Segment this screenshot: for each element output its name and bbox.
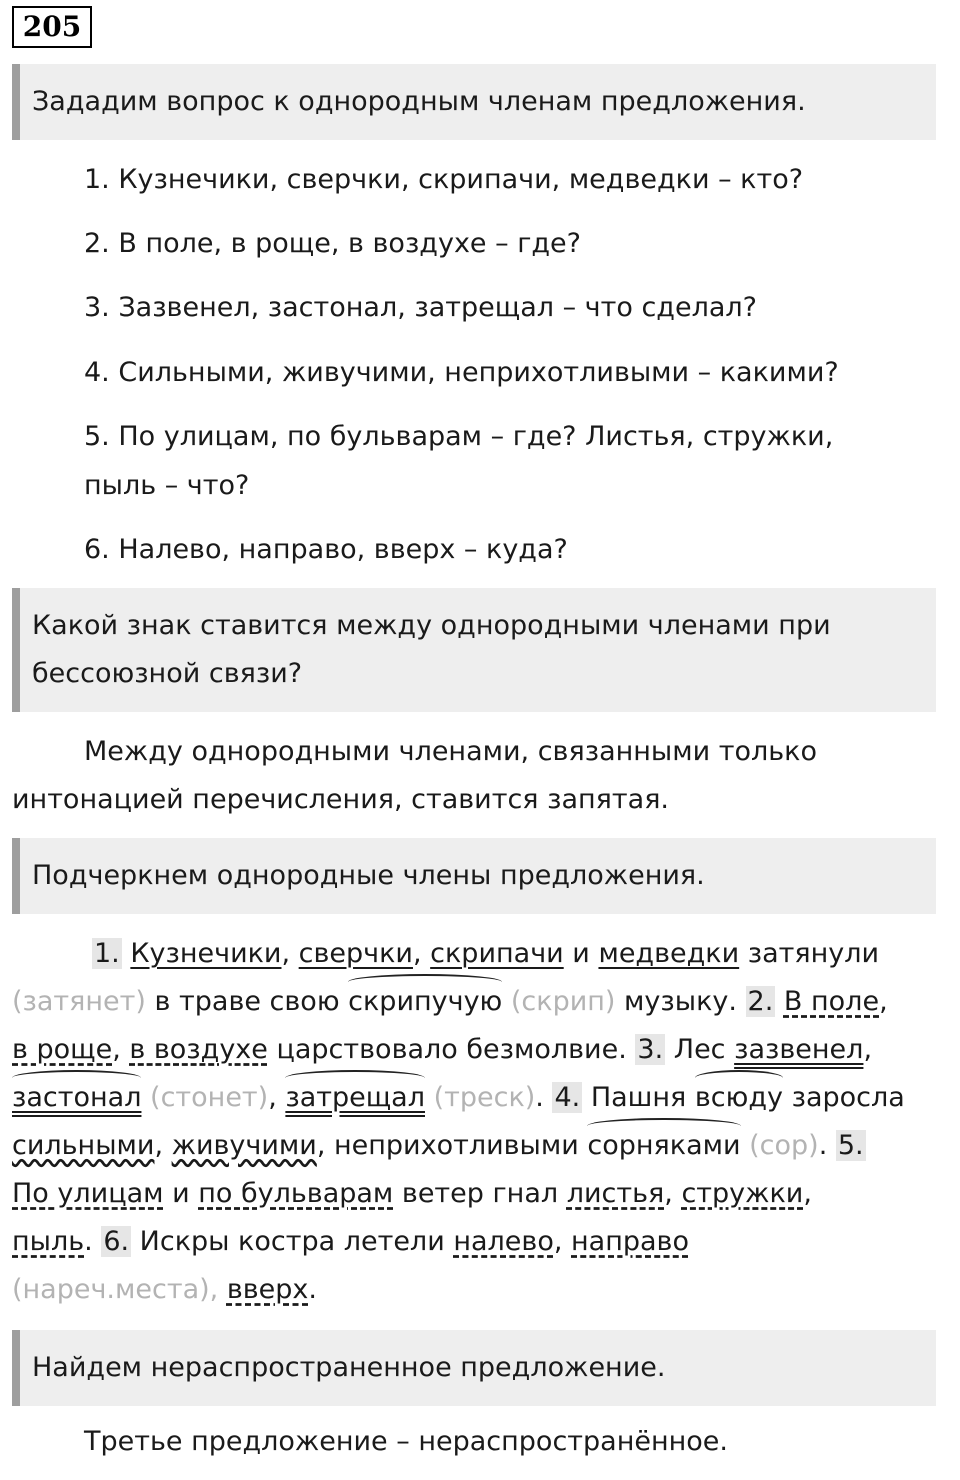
sentence-number: 4.	[554, 1082, 581, 1113]
answer-2-line: интонацией перечисления, ставится запятая.	[12, 784, 670, 815]
sentence-number: 6.	[103, 1226, 130, 1257]
homogeneous-predicate: зазвенел	[734, 1034, 864, 1065]
sentence-number: 5.	[837, 1130, 864, 1161]
text-line: (нареч.места), вверх.	[12, 1274, 317, 1305]
text-line: 1. Кузнечики, сверчки, скрипачи и медведки затянули	[94, 938, 880, 969]
question-2-line: Какой знак ставится между однородными членами при	[32, 610, 831, 641]
homogeneous-subject: скрипачи	[430, 938, 564, 969]
plain-text: Лес	[673, 1034, 726, 1065]
answer-item: пыль – что?	[84, 470, 250, 501]
question-2-line: бессоюзной связи?	[32, 658, 303, 689]
plain-text: Пашня	[590, 1082, 687, 1113]
homogeneous-object: листья	[566, 1178, 665, 1209]
text-line: (затянет) в траве свою скрипучую (скрип) музыку. 2. В поле,	[12, 978, 888, 1026]
answer-item: 3. Зазвенел, застонал, затрещал – что сделал?	[84, 292, 757, 323]
homogeneous-object: стружки	[681, 1178, 804, 1209]
answer-2-line: Между однородными членами, связанными только	[84, 736, 817, 767]
text-line: пыль. 6. Искры костра летели налево, направо	[12, 1226, 689, 1257]
text-line: По улицам и по бульварам ветер гнал листья, стружки,	[12, 1178, 812, 1209]
answer-item: 4. Сильными, живучими, неприхотливыми – какими?	[84, 357, 839, 388]
word-with-root-arc: скрипучую	[348, 978, 502, 1026]
sentence-number: 2.	[747, 986, 774, 1017]
question-3	[12, 838, 936, 914]
plain-text: заросла	[791, 1082, 905, 1113]
question-1-text: Зададим вопрос к однородным членам предложения.	[32, 86, 806, 117]
homogeneous-adverbial: по бульварам	[198, 1178, 394, 1209]
plain-text: царствовало безмолвие.	[276, 1034, 627, 1065]
homogeneous-adverbial: направо	[571, 1226, 689, 1257]
word-with-root-arc: сорняками	[587, 1122, 740, 1170]
homogeneous-attribute: сильными	[12, 1130, 155, 1161]
homogeneous-predicate: затрещал	[285, 1074, 425, 1122]
word-with-stress: затянули	[747, 938, 880, 969]
homogeneous-subject: медведки	[598, 938, 740, 969]
plain-text: музыку.	[624, 986, 737, 1017]
answer-item: 2. В поле, в роще, в воздухе – где?	[84, 228, 581, 259]
homogeneous-subject: сверчки	[298, 938, 413, 969]
word-with-root-arc: всюду	[695, 1074, 783, 1122]
homogeneous-adverbial: в воздухе	[129, 1034, 268, 1065]
plain-text: Искры костра летели	[139, 1226, 445, 1257]
question-4-text: Найдем нераспространенное предложение.	[32, 1352, 666, 1383]
homogeneous-adverbial: В поле	[783, 986, 880, 1017]
question-2	[12, 588, 936, 712]
question-4	[12, 1330, 936, 1406]
check-word: (треск)	[433, 1082, 536, 1113]
homogeneous-adverbial: налево	[453, 1226, 554, 1257]
conjunction: и	[572, 938, 590, 969]
homogeneous-adverbial: в роще	[12, 1034, 113, 1065]
text-line: застонал (стонет), затрещал (треск). 4. Пашня всюду заросла	[12, 1074, 905, 1122]
check-word: (стонет)	[150, 1082, 269, 1113]
check-word: (сор)	[749, 1130, 819, 1161]
homogeneous-attribute: живучими	[171, 1130, 317, 1161]
text-line: сильными, живучими, неприхотливыми сорняками (сор). 5.	[12, 1122, 866, 1170]
exercise-number: 205	[12, 6, 92, 48]
conjunction: и	[172, 1178, 190, 1209]
sentence-number: 3.	[637, 1034, 664, 1065]
homogeneous-predicate: застонал	[12, 1074, 141, 1122]
check-word: (нареч.места),	[12, 1274, 219, 1305]
homogeneous-adverbial: По улицам	[12, 1178, 164, 1209]
homogeneous-subject: Кузнечики	[130, 938, 282, 969]
plain-text: неприхотливыми	[333, 1130, 579, 1161]
answer-4-line: Третье предложение – нераспространённое.	[84, 1426, 728, 1457]
check-word: (затянет)	[12, 986, 146, 1017]
plain-text: ветер гнал	[401, 1178, 559, 1209]
homogeneous-object: пыль	[12, 1226, 85, 1257]
plain-text: в траве свою	[154, 986, 340, 1017]
answer-item: 6. Налево, направо, вверх – куда?	[84, 534, 568, 565]
sentence-number: 1.	[94, 938, 120, 969]
answer-item: 5. По улицам, по бульварам – где? Листья, стружки,	[84, 421, 834, 452]
question-3-text: Подчеркнем однородные члены предложения.	[32, 860, 705, 891]
question-1	[12, 64, 936, 140]
text-line: в роще, в воздухе царствовало безмолвие. 3. Лес зазвенел,	[12, 1034, 873, 1065]
answer-item: 1. Кузнечики, сверчки, скрипачи, медведки – кто?	[84, 164, 804, 195]
homogeneous-adverbial: вверх	[226, 1274, 309, 1305]
check-word: (скрип)	[510, 986, 616, 1017]
